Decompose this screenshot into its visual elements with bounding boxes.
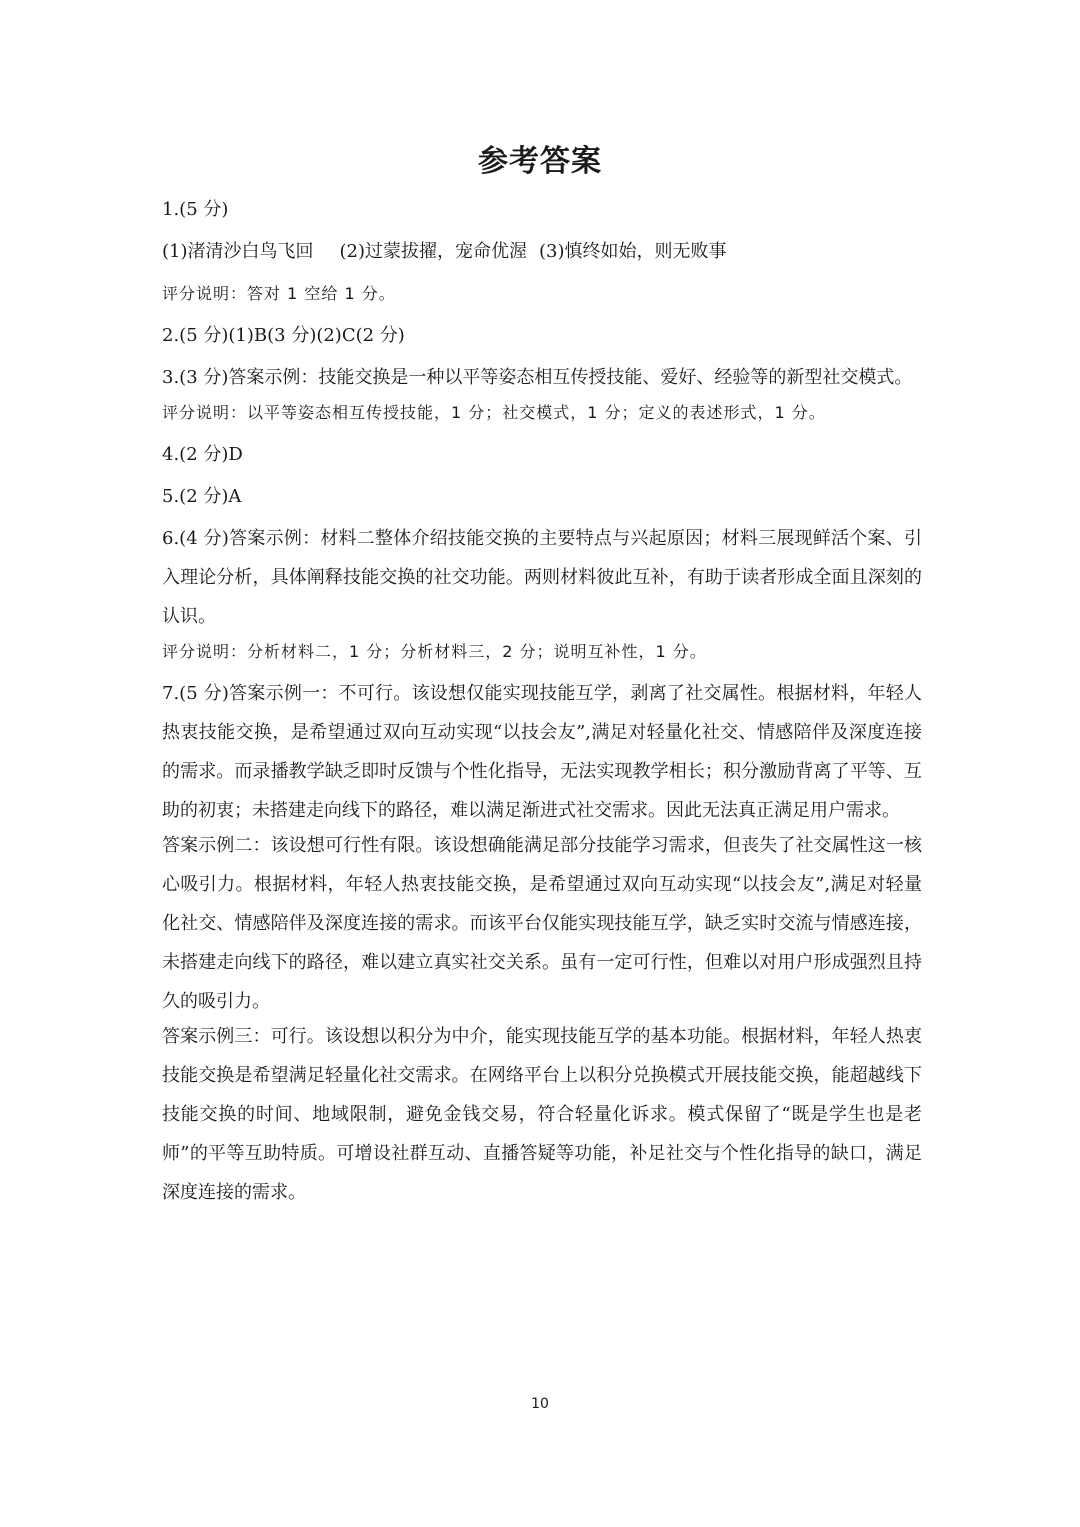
- q7-example-1: 7.(5 分)答案示例一：不可行。该设想仅能实现技能互学，剥离了社交属性。根据材料，年轻人热衷技能交换，是希望通过双向互动实现“以技会友”,满足对轻量化社交、情感陪伴及深度连接的需求。而录播教学缺乏即时反馈与个性化指导，无法实现教学相长；积分激励背离了平等、互助的初衷；未搭建走向线下的路径，难以满足渐进式社交需求。因此无法真正满足用户需求。: [162, 683, 922, 821]
- q3-scoring-note: 评分说明：以平等姿态相互传授技能，1 分；社交模式，1 分；定义的表述形式，1 分。: [162, 403, 826, 422]
- q1-scoring-note: 评分说明：答对 1 空给 1 分。: [162, 284, 396, 303]
- q6-answer: 6.(4 分)答案示例：材料二整体介绍技能交换的主要特点与兴起原因；材料三展现鲜活个案、引入理论分析，具体阐释技能交换的社交功能。两则材料彼此互补，有助于读者形成全面且深刻的认识。: [162, 528, 922, 627]
- q1-header: 1.(5 分): [162, 199, 229, 220]
- q7-example-2: 答案示例二：该设想可行性有限。该设想确能满足部分技能学习需求，但丧失了社交属性这一核心吸引力。根据材料，年轻人热衷技能交换，是希望通过双向互动实现“以技会友”,满足对轻量化社交、情感陪伴及深度连接的需求。而该平台仅能实现技能互学，缺乏实时交流与情感连接，未搭建走向线下的路径，难以建立真实社交关系。虽有一定可行性，但难以对用户形成强烈且持久的吸引力。: [162, 835, 922, 1012]
- q1-answer-2: (2)过蒙拔擢，宠命优渥: [339, 241, 527, 262]
- q6-scoring-note: 评分说明：分析材料二，1 分；分析材料三，2 分；说明互补性，1 分。: [162, 642, 707, 661]
- page-number: 10: [531, 1396, 549, 1412]
- q3-answer: 3.(3 分)答案示例：技能交换是一种以平等姿态相互传授技能、爱好、经验等的新型社交模式。: [162, 367, 913, 388]
- q1-answers: [162, 238, 922, 266]
- q4-answer: 4.(2 分)D: [162, 444, 243, 465]
- q7-example-3: 答案示例三：可行。该设想以积分为中介，能实现技能互学的基本功能。根据材料，年轻人热衷技能交换是希望满足轻量化社交需求。在网络平台上以积分兑换模式开展技能交换，能超越线下技能交换的时间、地域限制，避免金钱交易，符合轻量化诉求。模式保留了“既是学生也是老师”的平等互助特质。可增设社群互动、直播答疑等功能，补足社交与个性化指导的缺口，满足深度连接的需求。: [162, 1026, 922, 1203]
- q2-answer: 2.(5 分)(1)B(3 分)(2)C(2 分): [162, 325, 405, 346]
- q1-answer-3: (3)慎终如始，则无败事: [539, 241, 727, 262]
- q5-answer: 5.(2 分)A: [162, 486, 242, 507]
- page-title: 参考答案: [478, 144, 602, 179]
- q1-answer-1: (1)渚清沙白鸟飞回: [162, 241, 314, 262]
- answer-content: [162, 196, 922, 1214]
